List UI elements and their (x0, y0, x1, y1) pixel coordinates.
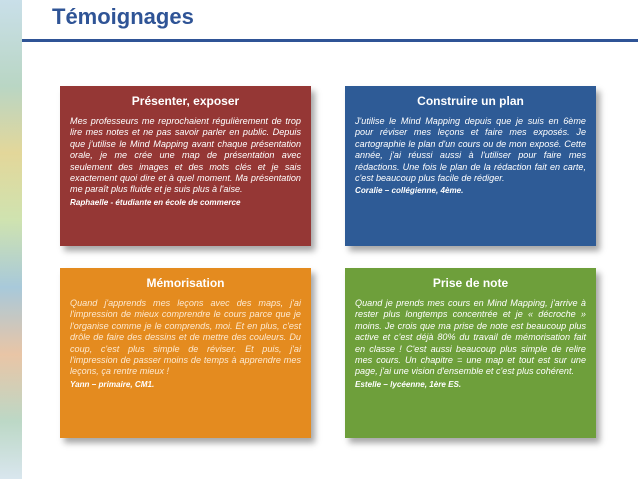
testimonial-card-plan (345, 86, 596, 246)
card-signature: Estelle – lycéenne, 1ère ES. (355, 379, 462, 389)
title-underline (22, 39, 638, 42)
testimonial-card-note-taking (345, 268, 596, 438)
testimonial-card-memorisation (60, 268, 311, 438)
card-body: Mes professeurs me reprochaient régulièrement de trop lire mes notes et ne pas savoir parler en public. Depuis que j'utilise le Mind Mapping avant chaque présentation orale, je me crée une map de présentation avec seulement des images et des mots clés et je sais exactement quoi dire et à quel moment. Ma présentation me paraît plus fluide et je suis plus à l'aise. (70, 116, 301, 195)
card-title: Prise de note (432, 276, 509, 290)
decorative-side-image (0, 0, 22, 479)
card-title: Présenter, exposer (131, 94, 240, 108)
card-body: Quand je prends mes cours en Mind Mapping, j'arrive à rester plus longtemps concentrée et je « décroche » moins. Je crois que ma prise de note est beaucoup plus active et c'est déjà 80% du travail de mémorisation fait en classe ! C'est aussi beaucoup plus simple de relire mes cours. Un chapitre = une map et tout est sur une page, j'ai une vision d'ensemble et c'est plus cohérent. (355, 298, 586, 377)
card-body: J'utilise le Mind Mapping depuis que je suis en 6ème pour réviser mes leçons et faire mes exposés. Je cartographie le plan d'un cours ou de mon exposé. Cette année, j'ai réussi aussi à l'utiliser pour faire mes rédactions. Une fois le plan de la rédaction fait en carte, c'est beaucoup plus facile de rédiger. (355, 116, 586, 184)
card-signature: Coralie – collégienne, 4ème. (355, 186, 464, 196)
card-title: Construire un plan (417, 94, 524, 108)
card-body: Quand j'apprends mes leçons avec des maps, j'ai l'impression de mieux comprendre le cours parce que je l'organise comme je le comprends, moi. Et en plus, c'est drôle de faire des dessins et de mettre des couleurs. Du coup, c'est plus simple de réviser. Et puis, j'ai l'impression de passer moins de temps à apprendre mes leçons, ça rentre mieux ! (70, 298, 301, 377)
card-title: Mémorisation (146, 276, 225, 290)
card-signature: Raphaelle - étudiante en école de commerce (70, 197, 241, 207)
page-title: Témoignages (52, 4, 194, 29)
testimonial-card-presenter (60, 86, 311, 246)
card-signature: Yann – primaire, CM1. (70, 379, 155, 389)
